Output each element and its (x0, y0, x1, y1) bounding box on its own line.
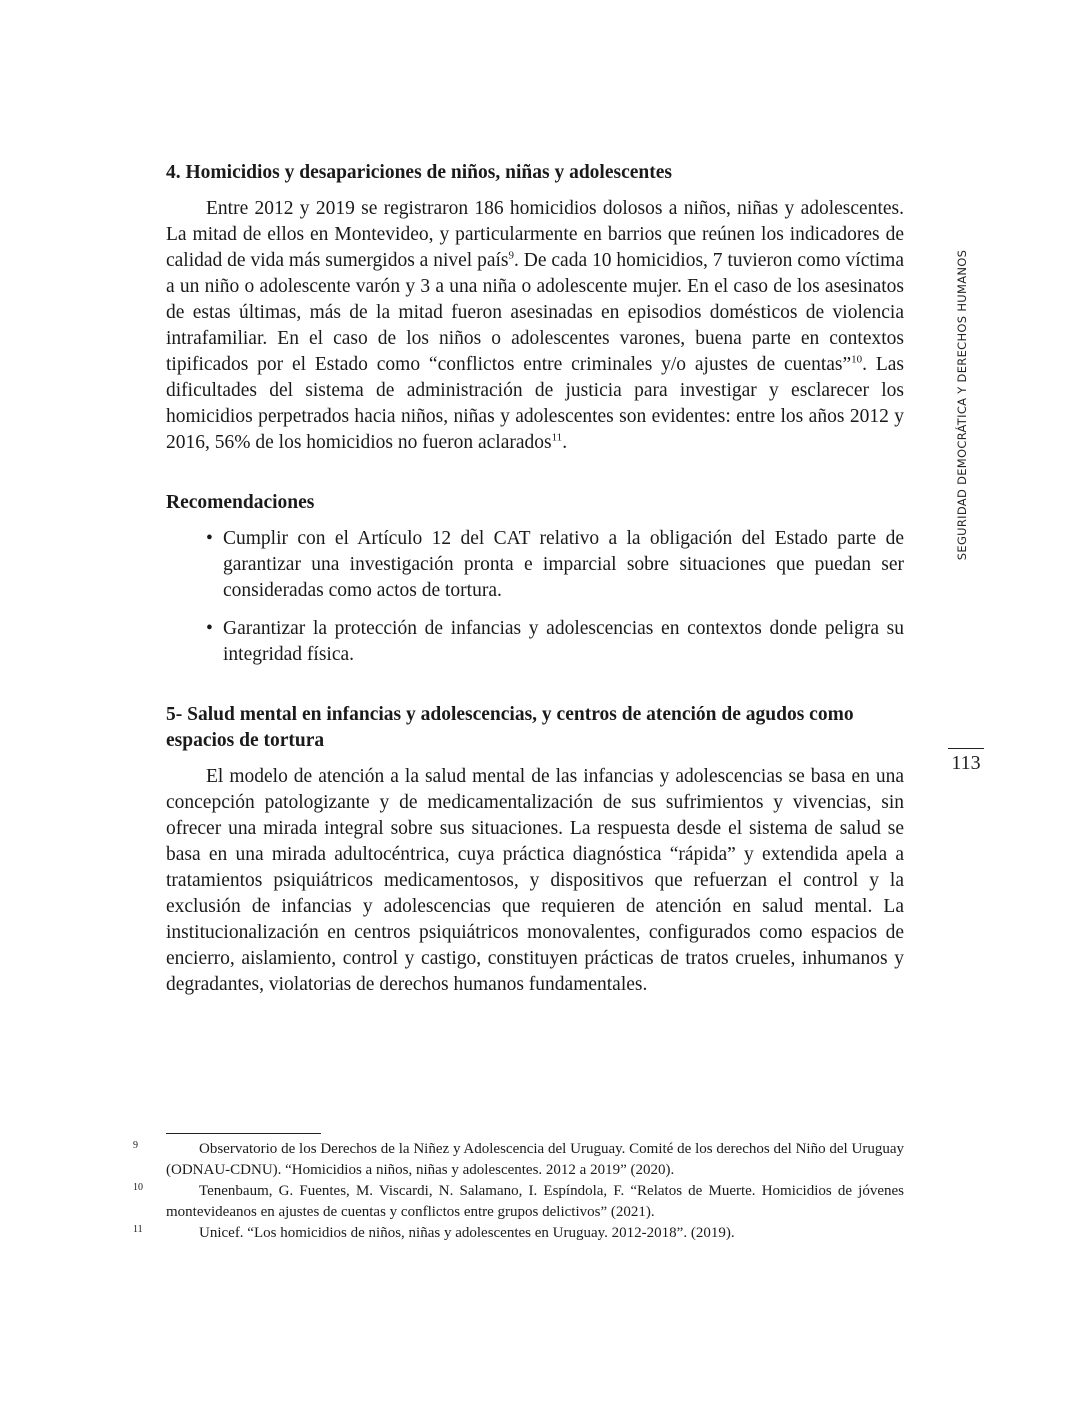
recommendation-text: Garantizar la protección de infancias y adolescencias en contextos donde peligra su integridad física. (223, 618, 904, 665)
section-5-heading: 5- Salud mental en infancias y adolescencias, y centros de atención de agudos como espacios de tortura (166, 704, 854, 751)
bullet-icon: • (206, 618, 213, 639)
footnote-10 (133, 1181, 904, 1222)
footnote-separator (166, 1133, 321, 1134)
section-4-heading: 4. Homicidios y desapariciones de niños, niñas y adolescentes (166, 162, 672, 183)
footnote-ref-9[interactable]: 9 (508, 249, 515, 262)
running-title (952, 245, 972, 565)
footnote-number: 9 (133, 1140, 138, 1151)
section-4-text-c: . Las dificultades del sistema de administración de justicia para investigar y esclarecer los homicidios perpetrados hacia niños, niñas y adolescentes son evidentes: entre los años 2012 y 2016, 56% de los homicidios no fueron aclarados (166, 354, 904, 453)
footnote-11 (133, 1223, 904, 1244)
footnote-number: 11 (133, 1224, 143, 1235)
section-4-text-b: . De cada 10 homicidios, 7 tuvieron como víctima a un niño o adolescente varón y 3 a una niña o adolescente mujer. En el caso de los asesinatos de estas últimas, más de la mitad fueron asesinadas en episodios domésticos de violencia intrafamiliar. En el caso de los niños o adolescentes varones, buena parte en contextos tipificados por el Estado como “conflictos entre criminales y/o ajustes de cuentas” (166, 250, 905, 375)
list-item (166, 526, 904, 604)
bullet-icon: • (206, 528, 213, 549)
footnote-ref-10[interactable]: 10 (851, 353, 863, 366)
footnote-ref-11[interactable]: 11 (551, 431, 563, 444)
footnote-text: Unicef. “Los homicidios de niños, niñas y adolescentes en Uruguay. 2012-2018”. (2019). (199, 1225, 735, 1241)
footnote-number: 10 (133, 1182, 143, 1193)
page-number: 113 (951, 752, 981, 774)
page-content (166, 160, 904, 998)
footnotes (133, 1139, 904, 1245)
recommendations-list (166, 526, 904, 668)
section-5-paragraph: El modelo de atención a la salud mental de las infancias y adolescencias se basa en una concepción patologizante y de medicamentalización de sus sufrimientos y vivencias, sin ofrecer una mirada integral sobre sus situaciones. La respuesta desde el sistema de salud se basa en una mirada adultocéntrica, cuya práctica diagnóstica “rápida” y extendida apela a tratamientos psiquiátricos medicamentosos, y dispositivos que refuerzan el control y la exclusión de infancias y adolescencias que requieren de atención en salud mental. La institucionalización en centros psiquiátricos monovalentes, configurados como espacios de encierro, aislamiento, control y castigo, constituyen prácticas de tratos crueles, inhumanos y degradantes, violatorias de derechos humanos fundamentales. (166, 766, 904, 995)
recommendation-text: Cumplir con el Artículo 12 del CAT relativo a la obligación del Estado parte de garantizar una investigación pronta e imparcial sobre situaciones que puedan ser consideradas como actos de tortura. (223, 528, 904, 601)
page-number-rule (948, 748, 984, 749)
section-4-text-d: . (562, 432, 568, 453)
recommendations-heading: Recomendaciones (166, 492, 315, 513)
footnote-9 (133, 1139, 904, 1180)
section-4-text-a: Entre 2012 y 2019 se registraron 186 homicidios dolosos a niños, niñas y adolescentes. La mitad de ellos en Montevideo, y particularmente en barrios que reúnen los indicadores de calidad de vida más sumergidos a nivel país (166, 198, 904, 271)
footnote-text: Observatorio de los Derechos de la Niñez y Adolescencia del Uruguay. Comité de los derechos del Niño del Uruguay (ODNAU-CDNU). “Homicidios a niños, niñas y adolescentes. 2012 a 2019” (2020). (166, 1141, 904, 1178)
footnote-text: Tenenbaum, G. Fuentes, M. Viscardi, N. Salamano, I. Espíndola, F. “Relatos de Muerte. Homicidios de jóvenes montevideanos en ajustes de cuentas y conflictos entre grupos delictivos” (2021). (166, 1183, 904, 1220)
running-title-text: SEGURIDAD DEMOCRÁTICA Y DERECHOS HUMANOS (955, 249, 969, 561)
section-4-paragraph (166, 196, 904, 456)
list-item (166, 616, 904, 668)
